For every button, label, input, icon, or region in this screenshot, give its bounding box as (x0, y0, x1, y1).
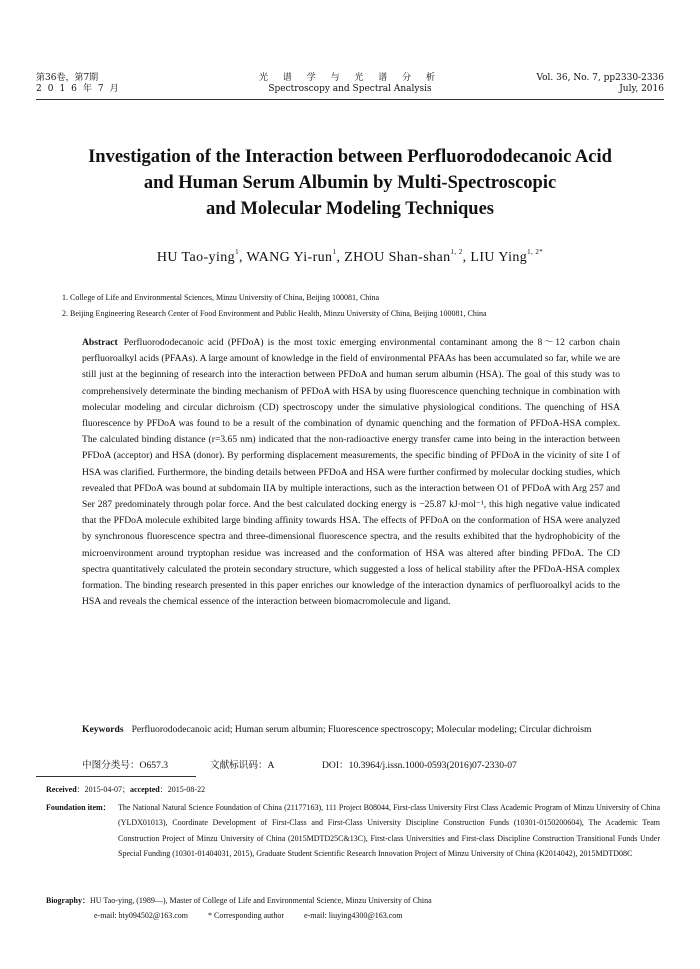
biography-label: Biography： (46, 896, 91, 905)
foundation-label: Foundation item： (46, 803, 111, 812)
biography-text: HU Tao-ying, (1989—), Master of College of Life and Environmental Science, Minzu University of China (90, 896, 432, 905)
author-name: WANG Yi-run (246, 250, 333, 265)
clc-number: 中图分类号：O657.3 (82, 760, 169, 771)
foundation-text: The National Natural Science Foundation of China (21177163), 111 Project B08044, First-class University First Class Academic Program of Minzu University of China (YLDX01013), Coordinate Development of First-Class and First-Class University Discipline Construction Funds (10301-0150200604), The Academic Team Construction Project of Minzu University of China (2015MDTD25C&13C), First-class Universities and First-class Discipline Construction Transitional Funds Under Special Funding (10301-01404031, 2015), Graduate Student Scientific Research Innovation Project of Minzu University of China (K2014042), 2015MDTD08C (118, 803, 660, 858)
journal-volume-en (536, 73, 664, 95)
abstract-text: Perfluorododecanoic acid (PFDoA) is the most toxic emerging environmental contaminant among the 8～12 carbon chain perfluoroalkyl acids (PFAAs). A large amount of knowledge in the field of environmental PFAAs has been accumulated so far, while we are still just at the beginning of research into the interaction between PFDoA and human serum albumin (HSA). The goal of this study was to comprehensively determinate the binding mechanism of PFDoA with HSA by using fluorescence quenching technique in combination with molecular modeling and circular dichroism (CD) spectroscopy under the simulative physiological conditions. The quenching of HSA fluorescence by PFDoA was found to be a result of the combination of dynamic quenching and the formation of PFDoA-HSA complex. The calculated binding distance (r=3.65 nm) indicated that the non-radioactive energy transfer came into being in the interaction between PFDoA (acceptor) and HSA (donor). By performing displacement measurements, the specific binding of PFDoA in the vicinity of site I of HSA was clarified. Furthermore, the binding details between PFDoA and HSA were further confirmed by molecular docking studies, which revealed that PFDoA was bound at subdomain IIA by multiple interactions, such as the interaction between O1 of PFDoA with Arg 257 and Ser 287 predominately through polar force. And the best calculated docking energy is −25.87 kJ·mol⁻¹, this high negative value indicated that the PFDoA molecule exhibited large binding affinity towards HSA. The effects of PFDoA on the conformation of HSA were analyzed by synchronous fluorescence spectra and three-dimensional fluorescence spectra, and the results exhibited that the hydrophobicity of the microenvironment around tryptophan residue was increased and the conformation of HSA was altered after binding PFDoA. The CD spectra quantitatively calculated the protein secondary structure, which suggested a loss of helical stability after the PFDoA-HSA complex formation. The binding research presented in this paper enriches our knowledge of the interaction dynamics of perfluoroalkyl acids to the HSA and reveals the chemical essence of the interaction between biomacromolecule and ligand. (82, 337, 620, 608)
journal-name-cn: 光 谱 学 与 光 谱 分 析 (258, 73, 442, 83)
title-line-2: and Human Serum Albumin by Multi-Spectroscopic (143, 173, 557, 193)
received-dates: Received：2015-04-07；accepted：2015-08-22 (46, 785, 206, 794)
affiliation-2: 2. Beijing Engineering Research Center of Food Environment and Public Health, Minzu University of China, Beijing 100081, China (62, 309, 487, 318)
author-affiliation-mark: 1, 2 (450, 248, 463, 256)
author-email: e-mail: hty094502@163.com (94, 911, 189, 921)
volume-issue-cn: 第36卷，第7期 (36, 73, 99, 83)
document-code: 文献标识码：A (210, 760, 275, 771)
biography-contacts (94, 908, 660, 923)
foundation-item (46, 800, 660, 861)
keywords (82, 722, 620, 738)
received-label: Received (46, 785, 77, 794)
author-name: ZHOU Shan-shan (344, 250, 451, 265)
keywords-label: Keywords (82, 724, 124, 735)
title-line-3: and Molecular Modeling Techniques (206, 199, 494, 219)
accepted-label: accepted (129, 785, 160, 794)
abstract-label: Abstract (82, 337, 118, 348)
biography (46, 893, 660, 924)
author-affiliation-mark: 1 (332, 248, 337, 256)
author-name: HU Tao-ying (156, 250, 236, 265)
corresponding-author-note: * Corresponding author (208, 911, 285, 921)
running-header (36, 73, 664, 97)
journal-name-en: Spectroscopy and Spectral Analysis (268, 84, 432, 94)
keywords-text: Perfluorododecanoic acid; Human serum albumin; Fluorescence spectroscopy; Molecular modeling; Circular dichroism (131, 724, 592, 735)
paper-title (40, 144, 660, 222)
doi: DOI：10.3964/j.issn.1000-0593(2016)07-2330-07 (322, 760, 517, 771)
abstract (82, 335, 620, 610)
date-en: July, 2016 (619, 84, 664, 94)
author-affiliation-mark: 1 (235, 248, 239, 256)
author-affiliation-mark: 1, 2* (527, 248, 544, 256)
accepted-date: 2015-08-22 (167, 785, 206, 794)
date-cn: 2016年7月 (36, 84, 125, 94)
affiliation-1: 1. College of Life and Environmental Sciences, Minzu University of China, Beijing 100081, China (62, 293, 380, 302)
received-date: 2015-04-07 (84, 785, 122, 794)
author-list: HU Tao-ying$^1$, WANG Yi-run$^1$, ZHOU Shan-shan$^{1, 2}$, LIU Ying$^{1, 2*}$ (156, 248, 544, 265)
author-name: LIU Ying (470, 250, 528, 265)
title-line-1: Investigation of the Interaction between Perfluorododecanoic Acid (88, 147, 612, 167)
header-rule (36, 99, 664, 100)
volume-pages-en: Vol. 36, No. 7, pp2330-2336 (536, 73, 664, 83)
corresponding-email: e-mail: liuying4300@163.com (304, 911, 403, 921)
footnote-rule (36, 776, 196, 777)
